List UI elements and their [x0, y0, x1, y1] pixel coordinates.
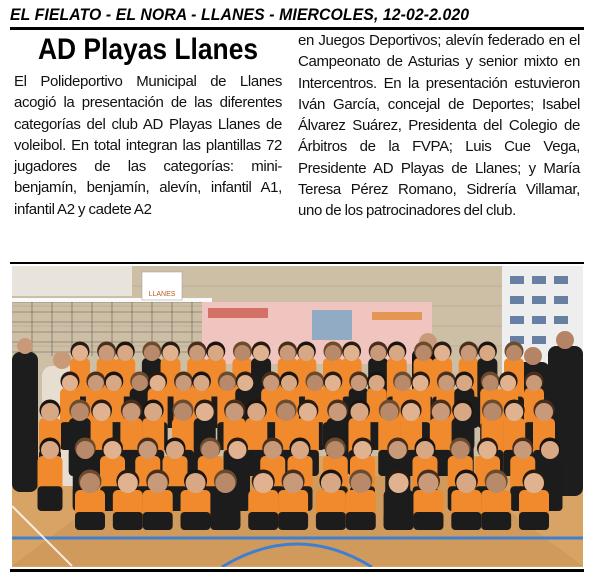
player-head	[144, 345, 160, 361]
player-head	[351, 375, 367, 391]
player-head	[325, 345, 341, 361]
photo-rule	[10, 262, 584, 264]
player-head	[144, 403, 162, 421]
player-head	[76, 441, 94, 459]
player-head	[176, 375, 192, 391]
player-head	[434, 345, 450, 361]
player-head	[104, 441, 122, 459]
player-head	[132, 375, 148, 391]
player-head	[280, 345, 296, 361]
player-head	[229, 441, 247, 459]
player-head	[281, 375, 297, 391]
player-head	[514, 441, 532, 459]
player-head	[432, 403, 450, 421]
player-head	[253, 345, 269, 361]
player-head	[139, 441, 157, 459]
player-head	[506, 345, 522, 361]
player-head	[219, 375, 235, 391]
player-head	[150, 375, 166, 391]
player-head	[479, 441, 497, 459]
player-head	[122, 403, 140, 421]
player-head	[438, 375, 454, 391]
player-shorts	[346, 512, 376, 530]
player-shorts	[451, 512, 481, 530]
team-photo	[12, 266, 583, 567]
player-head	[505, 403, 523, 421]
player-head	[486, 473, 506, 493]
player-head	[93, 403, 111, 421]
wall-sign-text: LLANES	[148, 291, 176, 298]
player-head	[351, 473, 371, 493]
player-head	[329, 403, 347, 421]
player-head	[461, 345, 477, 361]
player-shorts	[210, 512, 240, 530]
player-head	[535, 403, 553, 421]
player-shorts	[181, 512, 211, 530]
player-head	[208, 345, 224, 361]
player-head	[277, 403, 295, 421]
player-head	[189, 345, 205, 361]
player-head	[307, 375, 323, 391]
player-head	[237, 375, 253, 391]
player-head	[325, 375, 341, 391]
article-column-left	[14, 32, 282, 220]
player-head	[451, 441, 469, 459]
player-head	[80, 473, 100, 493]
player-head	[72, 345, 88, 361]
player-shorts	[278, 512, 308, 530]
player-head	[148, 473, 168, 493]
player-head	[118, 473, 138, 493]
player-head	[201, 441, 219, 459]
player-head	[524, 473, 544, 493]
player-shorts	[38, 486, 63, 511]
player-head	[174, 403, 192, 421]
player-head	[226, 403, 244, 421]
player-shorts	[384, 512, 414, 530]
player-head	[350, 403, 368, 421]
player-head	[41, 403, 59, 421]
player-head	[326, 441, 344, 459]
player-head	[193, 375, 209, 391]
player-head	[482, 375, 498, 391]
player-head	[215, 473, 235, 493]
player-shorts	[481, 512, 511, 530]
article-body-right: en Juegos Deportivos; alevín federado en el Campeonato de Asturias y senior mixto en Intercentros. En la presentación estuvieron Iván García, concejal de Deportes; Isabel Álvarez Suárez, Presidenta del Colegio de Árbitros de la FVPA; Luis Cue Vega, Presidente AD Playas de Llanes; y María Teresa Pérez Romano, Sidrería Villamar, uno de los patrocinadores del club.	[298, 32, 580, 220]
player-shorts	[75, 512, 105, 530]
article-headline: AD Playas Llanes	[37, 33, 259, 66]
player-head	[389, 345, 405, 361]
player-head	[354, 441, 372, 459]
player-head	[106, 375, 122, 391]
player-head	[88, 375, 104, 391]
player-head	[299, 403, 317, 421]
player-head	[234, 345, 250, 361]
team-photo-illustration	[12, 266, 583, 567]
player-head	[500, 375, 516, 391]
article-column-right	[298, 30, 580, 222]
player-head	[415, 345, 431, 361]
player-head	[380, 403, 398, 421]
player-head	[389, 473, 409, 493]
player-head	[456, 473, 476, 493]
players-group	[38, 342, 563, 531]
player-head	[454, 403, 472, 421]
player-head	[344, 345, 360, 361]
player-head	[541, 441, 559, 459]
player-head	[247, 403, 265, 421]
player-shorts	[413, 512, 443, 530]
player-head	[263, 375, 279, 391]
player-head	[321, 473, 341, 493]
player-head	[99, 345, 115, 361]
player-head	[526, 375, 542, 391]
player-head	[369, 375, 385, 391]
player-shorts	[143, 512, 173, 530]
player-head	[283, 473, 303, 493]
player-shorts	[113, 512, 143, 530]
player-head	[41, 441, 59, 459]
player-head	[163, 345, 179, 361]
player-head	[291, 441, 309, 459]
player-head	[196, 403, 214, 421]
player-head	[71, 403, 89, 421]
player-head	[117, 345, 133, 361]
player-head	[166, 441, 184, 459]
page-bottom-rule	[10, 569, 584, 572]
player-head	[62, 375, 78, 391]
player-shorts	[519, 512, 549, 530]
player-head	[389, 441, 407, 459]
player-shorts	[248, 512, 278, 530]
article-body-left: El Polideportivo Municipal de Llanes acogió la presentación de las diferentes categorías del club AD Playas Llanes de voleibol. En total integran las plantillas 72 jugadores de las categorías: mini-benjamín, benjamín, alevín, infantil A1, infantil A2 y cadete A2	[14, 73, 282, 218]
player-head	[479, 345, 495, 361]
player-head	[253, 473, 273, 493]
player-head	[402, 403, 420, 421]
player-head	[395, 375, 411, 391]
player-shorts	[316, 512, 346, 530]
player-head	[412, 375, 428, 391]
player-head	[483, 403, 501, 421]
player-head	[370, 345, 386, 361]
player-head	[264, 441, 282, 459]
masthead: EL FIELATO - EL NORA - LLANES - MIERCOLES, 12-02-2.020	[10, 5, 470, 24]
player-head	[418, 473, 438, 493]
player-head	[456, 375, 472, 391]
player-head	[298, 345, 314, 361]
player-head	[186, 473, 206, 493]
player-head	[416, 441, 434, 459]
